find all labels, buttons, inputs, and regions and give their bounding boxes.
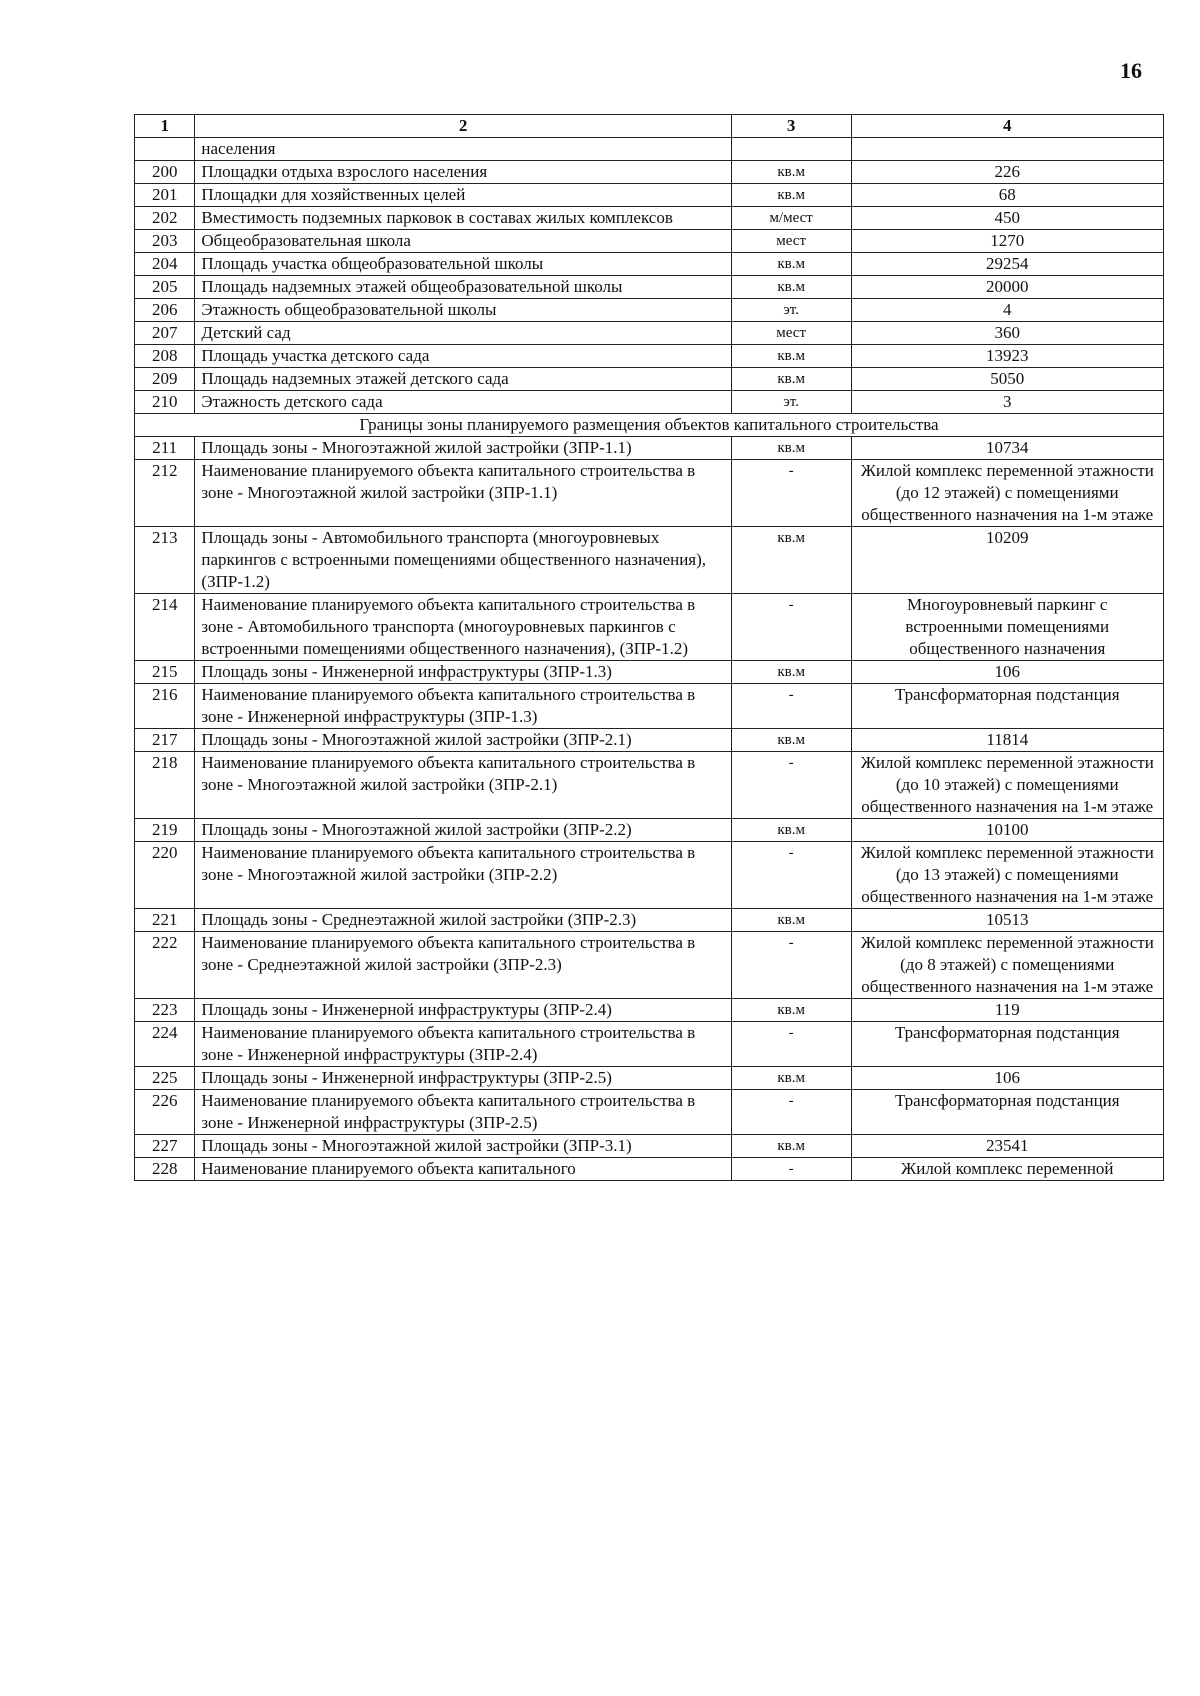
row-unit: кв.м: [731, 437, 851, 460]
header-col-number: 1: [135, 115, 195, 138]
row-number: 210: [135, 391, 195, 414]
row-name: Площадки отдыха взрослого населения: [195, 161, 731, 184]
row-unit: -: [731, 594, 851, 661]
row-value: 1270: [851, 230, 1163, 253]
table-body: [135, 115, 1164, 1181]
row-value: 106: [851, 1067, 1163, 1090]
row-value: 3: [851, 391, 1163, 414]
row-number: 227: [135, 1135, 195, 1158]
row-unit: -: [731, 842, 851, 909]
table-row: [135, 437, 1164, 460]
row-unit: -: [731, 460, 851, 527]
row-value: 360: [851, 322, 1163, 345]
row-number: 222: [135, 932, 195, 999]
row-value: 10100: [851, 819, 1163, 842]
row-value: 5050: [851, 368, 1163, 391]
row-value: 23541: [851, 1135, 1163, 1158]
row-number: 207: [135, 322, 195, 345]
row-name: Наименование планируемого объекта капитального строительства в зоне - Многоэтажной жилой застройки (ЗПР-2.2): [195, 842, 731, 909]
row-unit: кв.м: [731, 253, 851, 276]
row-unit: кв.м: [731, 819, 851, 842]
row-name: Площадки для хозяйственных целей: [195, 184, 731, 207]
row-name: Площадь зоны - Инженерной инфраструктуры (ЗПР-1.3): [195, 661, 731, 684]
row-value: Жилой комплекс переменной этажности (до 10 этажей) с помещениями общественного назначения на 1-м этаже: [851, 752, 1163, 819]
row-value: 106: [851, 661, 1163, 684]
row-number: 208: [135, 345, 195, 368]
row-unit: кв.м: [731, 1067, 851, 1090]
row-unit: кв.м: [731, 1135, 851, 1158]
row-value: 450: [851, 207, 1163, 230]
row-name: Наименование планируемого объекта капитального: [195, 1158, 731, 1181]
row-value: Жилой комплекс переменной этажности (до 8 этажей) с помещениями общественного назначения на 1-м этаже: [851, 932, 1163, 999]
row-value: 10513: [851, 909, 1163, 932]
row-value: 20000: [851, 276, 1163, 299]
row-value: 29254: [851, 253, 1163, 276]
table-row: [135, 594, 1164, 661]
row-number: 204: [135, 253, 195, 276]
section-title: Границы зоны планируемого размещения объектов капитального строительства: [135, 414, 1164, 437]
row-name: Наименование планируемого объекта капитального строительства в зоне - Инженерной инфраструктуры (ЗПР-1.3): [195, 684, 731, 729]
table-row: [135, 368, 1164, 391]
parameters-table: [134, 114, 1164, 1181]
row-number: 205: [135, 276, 195, 299]
row-value: 13923: [851, 345, 1163, 368]
table-row: [135, 184, 1164, 207]
table-row: [135, 527, 1164, 594]
row-value: 119: [851, 999, 1163, 1022]
table-row: [135, 1022, 1164, 1067]
row-unit: кв.м: [731, 276, 851, 299]
row-number: 221: [135, 909, 195, 932]
row-value: 10734: [851, 437, 1163, 460]
table-row: [135, 661, 1164, 684]
table-row: [135, 752, 1164, 819]
row-number: 211: [135, 437, 195, 460]
row-unit: -: [731, 1090, 851, 1135]
row-value: Многоуровневый паркинг с встроенными помещениями общественного назначения: [851, 594, 1163, 661]
table-row: [135, 138, 1164, 161]
row-name: Площадь зоны - Инженерной инфраструктуры (ЗПР-2.4): [195, 999, 731, 1022]
row-value: Жилой комплекс переменной: [851, 1158, 1163, 1181]
table-row: [135, 1158, 1164, 1181]
row-number: 202: [135, 207, 195, 230]
row-unit: эт.: [731, 391, 851, 414]
row-name: Этажность детского сада: [195, 391, 731, 414]
table-row: [135, 207, 1164, 230]
table-row: [135, 729, 1164, 752]
row-name: Наименование планируемого объекта капитального строительства в зоне - Инженерной инфраструктуры (ЗПР-2.5): [195, 1090, 731, 1135]
header-col-name: 2: [195, 115, 731, 138]
row-number: 203: [135, 230, 195, 253]
row-name: Площадь участка общеобразовательной школы: [195, 253, 731, 276]
page-number: 16: [1120, 58, 1142, 83]
row-number: 213: [135, 527, 195, 594]
table-row: [135, 909, 1164, 932]
row-unit: -: [731, 1022, 851, 1067]
row-value: 10209: [851, 527, 1163, 594]
row-number: 212: [135, 460, 195, 527]
row-number: 216: [135, 684, 195, 729]
row-unit: кв.м: [731, 729, 851, 752]
table-row: [135, 932, 1164, 999]
section-row: [135, 414, 1164, 437]
row-unit: -: [731, 1158, 851, 1181]
row-name: Вместимость подземных парковок в составах жилых комплексов: [195, 207, 731, 230]
row-unit: кв.м: [731, 661, 851, 684]
row-value: [851, 138, 1163, 161]
row-name: Площадь зоны - Автомобильного транспорта (многоуровневых паркингов с встроенными помещениями общественного назначения), (ЗПР-1.2): [195, 527, 731, 594]
table-row: [135, 999, 1164, 1022]
row-number: 217: [135, 729, 195, 752]
row-value: 68: [851, 184, 1163, 207]
row-unit: эт.: [731, 299, 851, 322]
row-number: 226: [135, 1090, 195, 1135]
row-unit: -: [731, 684, 851, 729]
row-name: Площадь зоны - Среднеэтажной жилой застройки (ЗПР-2.3): [195, 909, 731, 932]
row-number: [135, 138, 195, 161]
row-unit: -: [731, 752, 851, 819]
table-row: [135, 230, 1164, 253]
header-col-value: 4: [851, 115, 1163, 138]
table-row: [135, 819, 1164, 842]
row-value: Трансформаторная подстанция: [851, 1022, 1163, 1067]
row-unit: мест: [731, 230, 851, 253]
row-name: Площадь участка детского сада: [195, 345, 731, 368]
row-unit: мест: [731, 322, 851, 345]
row-name: Площадь зоны - Многоэтажной жилой застройки (ЗПР-2.1): [195, 729, 731, 752]
table-row: [135, 684, 1164, 729]
row-value: Трансформаторная подстанция: [851, 684, 1163, 729]
row-name: Наименование планируемого объекта капитального строительства в зоне - Многоэтажной жилой застройки (ЗПР-1.1): [195, 460, 731, 527]
row-number: 200: [135, 161, 195, 184]
row-unit: кв.м: [731, 184, 851, 207]
row-unit: кв.м: [731, 368, 851, 391]
row-unit: кв.м: [731, 161, 851, 184]
row-name: Площадь зоны - Многоэтажной жилой застройки (ЗПР-2.2): [195, 819, 731, 842]
row-value: 11814: [851, 729, 1163, 752]
row-unit: кв.м: [731, 345, 851, 368]
row-name: Площадь зоны - Многоэтажной жилой застройки (ЗПР-1.1): [195, 437, 731, 460]
table-row: [135, 1090, 1164, 1135]
row-number: 206: [135, 299, 195, 322]
row-number: 218: [135, 752, 195, 819]
row-value: 4: [851, 299, 1163, 322]
table-row: [135, 299, 1164, 322]
row-name: Наименование планируемого объекта капитального строительства в зоне - Среднеэтажной жилой застройки (ЗПР-2.3): [195, 932, 731, 999]
table-row: [135, 276, 1164, 299]
row-value: Жилой комплекс переменной этажности (до 13 этажей) с помещениями общественного назначения на 1-м этаже: [851, 842, 1163, 909]
row-number: 220: [135, 842, 195, 909]
table-row: [135, 391, 1164, 414]
row-number: 224: [135, 1022, 195, 1067]
row-number: 214: [135, 594, 195, 661]
row-name: Площадь зоны - Инженерной инфраструктуры (ЗПР-2.5): [195, 1067, 731, 1090]
table-row: [135, 1135, 1164, 1158]
row-name: Детский сад: [195, 322, 731, 345]
row-value: Жилой комплекс переменной этажности (до 12 этажей) с помещениями общественного назначения на 1-м этаже: [851, 460, 1163, 527]
row-name: Этажность общеобразовательной школы: [195, 299, 731, 322]
row-name: Наименование планируемого объекта капитального строительства в зоне - Инженерной инфраструктуры (ЗПР-2.4): [195, 1022, 731, 1067]
table-row: [135, 1067, 1164, 1090]
row-number: 215: [135, 661, 195, 684]
row-number: 201: [135, 184, 195, 207]
header-col-unit: 3: [731, 115, 851, 138]
row-number: 225: [135, 1067, 195, 1090]
row-value: Трансформаторная подстанция: [851, 1090, 1163, 1135]
row-number: 223: [135, 999, 195, 1022]
row-name: Площадь надземных этажей общеобразовательной школы: [195, 276, 731, 299]
row-name: Наименование планируемого объекта капитального строительства в зоне - Многоэтажной жилой застройки (ЗПР-2.1): [195, 752, 731, 819]
table-row: [135, 253, 1164, 276]
row-number: 209: [135, 368, 195, 391]
row-unit: [731, 138, 851, 161]
row-unit: кв.м: [731, 527, 851, 594]
row-unit: кв.м: [731, 999, 851, 1022]
row-name: Площадь зоны - Многоэтажной жилой застройки (ЗПР-3.1): [195, 1135, 731, 1158]
table-row: [135, 161, 1164, 184]
row-name: Площадь надземных этажей детского сада: [195, 368, 731, 391]
row-name: населения: [195, 138, 731, 161]
row-value: 226: [851, 161, 1163, 184]
row-unit: м/мест: [731, 207, 851, 230]
table-row: [135, 345, 1164, 368]
row-number: 228: [135, 1158, 195, 1181]
table-row: [135, 842, 1164, 909]
row-unit: -: [731, 932, 851, 999]
row-unit: кв.м: [731, 909, 851, 932]
table-header-row: [135, 115, 1164, 138]
row-number: 219: [135, 819, 195, 842]
row-name: Наименование планируемого объекта капитального строительства в зоне - Автомобильного транспорта (многоуровневых паркингов с встроенными помещениями общественного назначения), (ЗПР-1.2): [195, 594, 731, 661]
row-name: Общеобразовательная школа: [195, 230, 731, 253]
table-row: [135, 460, 1164, 527]
table-row: [135, 322, 1164, 345]
